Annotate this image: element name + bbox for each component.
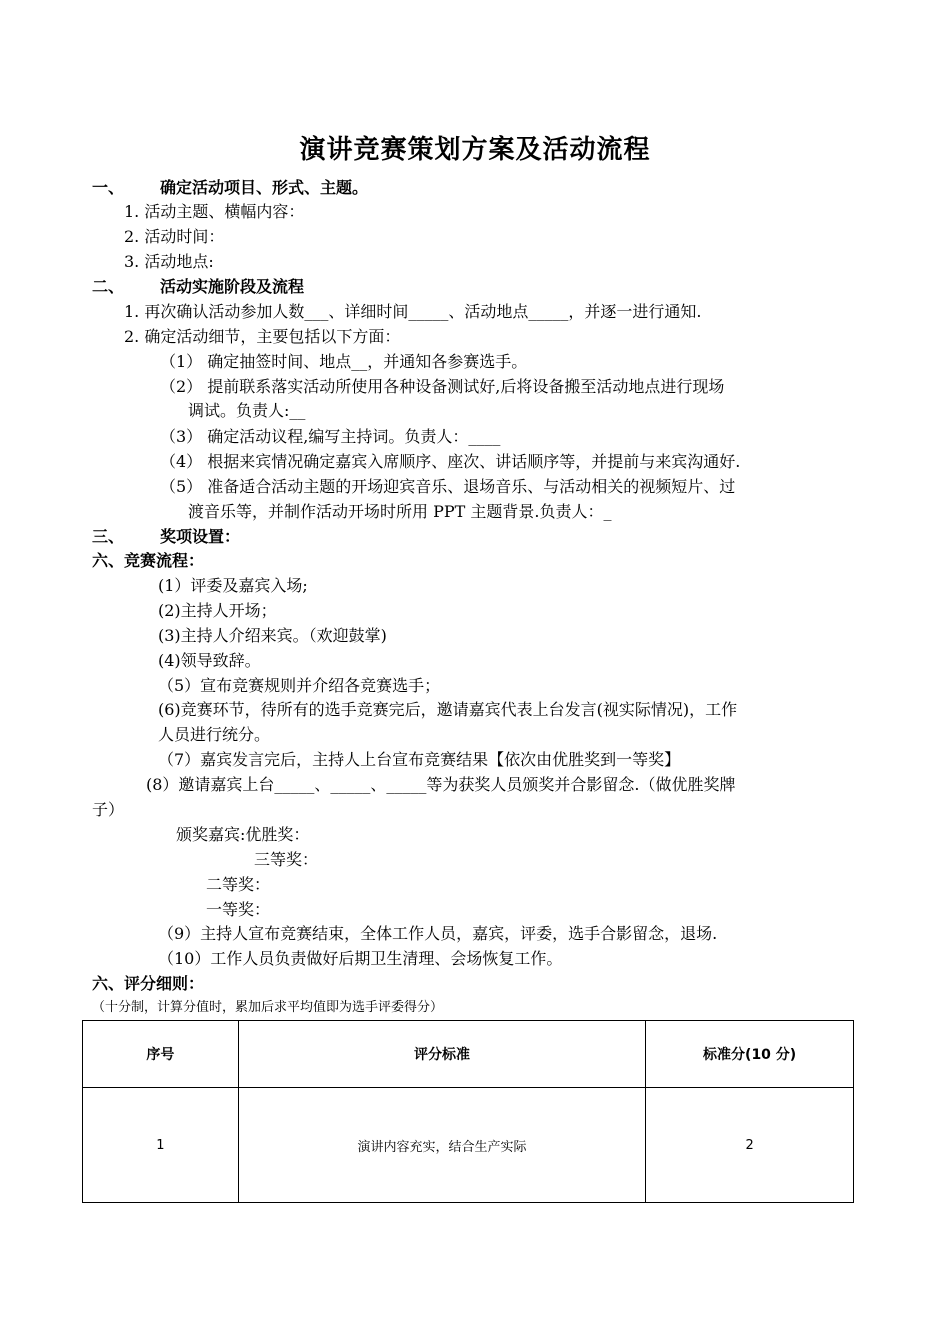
list-item: 1. 再次确认活动参加人数___、详细时间_____、活动地点_____，并逐一进行通知. xyxy=(124,302,702,321)
list-item: 2. 活动时间： xyxy=(124,227,225,246)
list-item: 3. 活动地点: xyxy=(124,252,214,271)
section-1-title: 确定活动项目、形式、主题。 xyxy=(160,178,369,197)
scoring-table xyxy=(82,1020,854,1203)
column-header-criteria: 评分标准 xyxy=(238,1021,645,1088)
sub-item: （1） 确定抽签时间、地点__，并通知各参赛选手。 xyxy=(160,352,528,371)
section-3-title: 奖项设置： xyxy=(160,527,241,546)
competition-flow-heading: 六、竞赛流程： xyxy=(92,551,205,570)
flow-step: （5）宣布竞赛规则并介绍各竞赛选手； xyxy=(158,676,441,695)
sub-item-continued: 调试。负责人:__ xyxy=(188,401,306,420)
sub-item: （3） 确定活动议程,编写主持词。负责人：____ xyxy=(160,427,501,446)
sub-item: （4） 根据来宾情况确定嘉宾入席顺序、座次、讲话顺序等，并提前与来宾沟通好. xyxy=(160,452,741,471)
award-first-prize: 一等奖： xyxy=(206,900,271,919)
flow-step: （10）工作人员负责做好后期卫生清理、会场恢复工作。 xyxy=(158,949,563,968)
award-presenter-line: 颁奖嘉宾:优胜奖： xyxy=(176,825,310,844)
flow-step-continued: 子） xyxy=(92,800,125,819)
cell-index: 1 xyxy=(83,1088,239,1203)
document-title: 演讲竞赛策划方案及活动流程 xyxy=(299,135,651,165)
flow-step: (4)领导致辞。 xyxy=(158,651,261,670)
scoring-heading: 六、评分细则： xyxy=(92,974,205,993)
flow-step: (2)主持人开场； xyxy=(158,601,277,620)
flow-step: (8）邀请嘉宾上台_____、_____、_____等为获奖人员颁奖并合影留念.（做优胜奖牌 xyxy=(146,775,736,794)
list-item: 1. 活动主题、横幅内容： xyxy=(124,202,305,221)
flow-step: (3)主持人介绍来宾。（欢迎鼓掌) xyxy=(158,626,387,645)
sub-item: （2） 提前联系落实活动所使用各种设备测试好,后将设备搬至活动地点进行现场 xyxy=(160,377,725,396)
cell-score: 2 xyxy=(646,1088,854,1203)
section-3-number: 三、 xyxy=(92,527,125,546)
section-1-heading xyxy=(92,176,368,200)
table-row xyxy=(83,1088,854,1203)
list-item: 2. 确定活动细节，主要包括以下方面： xyxy=(124,327,401,346)
section-3-heading xyxy=(92,525,240,549)
scoring-note: （十分制，计算分值时，累加后求平均值即为选手评委得分） xyxy=(92,1000,444,1015)
cell-criteria: 演讲内容充实，结合生产实际 xyxy=(238,1088,645,1203)
flow-step: (1）评委及嘉宾入场; xyxy=(158,576,308,595)
flow-step: (6)竞赛环节，待所有的选手竞赛完后，邀请嘉宾代表上台发言(视实际情况)，工作 xyxy=(158,700,738,719)
sub-item: （5） 准备适合活动主题的开场迎宾音乐、退场音乐、与活动相关的视频短片、过 xyxy=(160,477,736,496)
award-third-prize: 三等奖： xyxy=(254,850,319,869)
section-1-number: 一、 xyxy=(92,178,125,197)
section-2-heading xyxy=(92,275,304,299)
award-second-prize: 二等奖： xyxy=(206,875,271,894)
section-2-title: 活动实施阶段及流程 xyxy=(160,277,305,296)
flow-step: （7）嘉宾发言完后，主持人上台宣布竞赛结果【依次由优胜奖到一等奖】 xyxy=(158,750,681,769)
column-header-index: 序号 xyxy=(83,1021,239,1088)
table-header-row xyxy=(83,1021,854,1088)
flow-step-continued: 人员进行统分。 xyxy=(158,725,271,744)
column-header-score: 标准分(10 分) xyxy=(646,1021,854,1088)
flow-step: （9）主持人宣布竞赛结束，全体工作人员，嘉宾，评委，选手合影留念，退场. xyxy=(158,924,718,943)
sub-item-continued: 渡音乐等，并制作活动开场时所用 PPT 主题背景.负责人：_ xyxy=(188,502,612,521)
section-2-number: 二、 xyxy=(92,277,125,296)
